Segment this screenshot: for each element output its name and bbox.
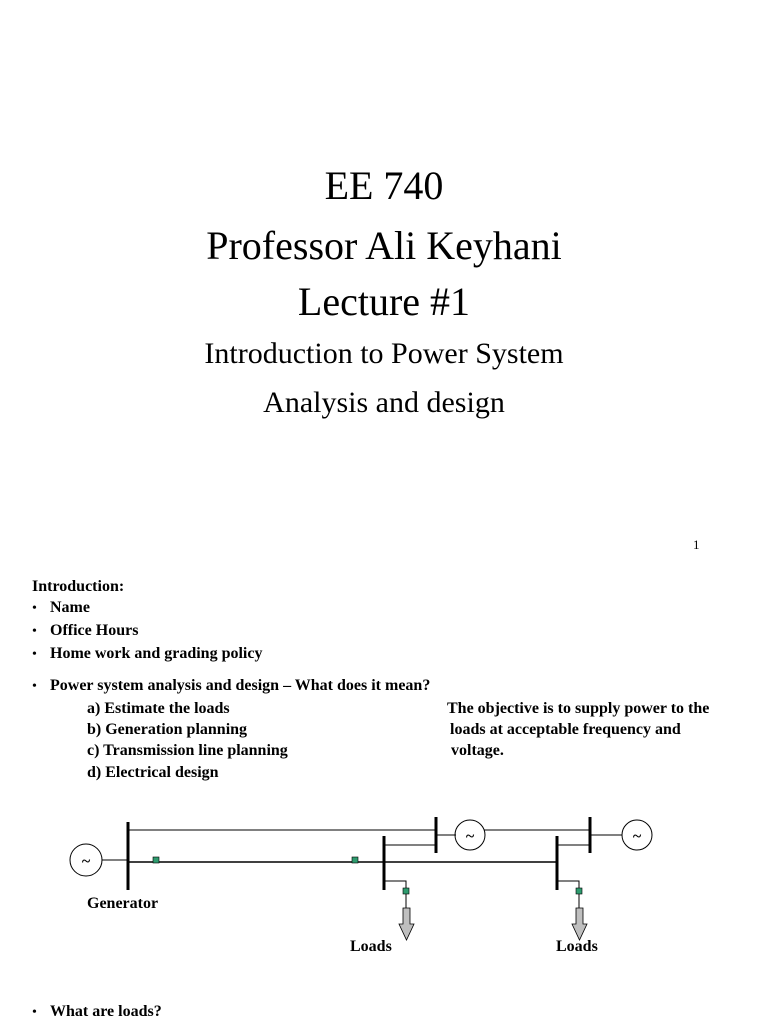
subtitle-line-1: Introduction to Power System <box>204 337 564 370</box>
objective-line-1: The objective is to supply power to the <box>447 700 710 717</box>
breaker-square <box>153 857 159 863</box>
loads-question: What are loads? <box>50 1003 162 1020</box>
analysis-item-d: d) Electrical design <box>87 764 219 781</box>
analysis-question: Power system analysis and design – What does it mean? <box>50 677 431 694</box>
breaker-square <box>403 888 409 894</box>
objective-line-2: loads at acceptable frequency and <box>450 721 681 738</box>
course-title: EE 740 <box>324 163 444 208</box>
bullet-glyph: • <box>32 647 37 662</box>
lecture-number: Lecture #1 <box>297 279 471 324</box>
intro-item-office-hours: Office Hours <box>50 622 139 639</box>
generator-2-symbol: ~ <box>465 828 475 845</box>
page-number: 1 <box>693 537 700 552</box>
generator-label: Generator <box>87 895 159 912</box>
load-arrow-1 <box>399 908 414 940</box>
intro-heading: Introduction: <box>32 578 125 595</box>
analysis-item-a: a) Estimate the loads <box>87 700 230 717</box>
bullet-glyph: • <box>32 1005 37 1020</box>
breaker-square <box>352 857 358 863</box>
analysis-item-b: b) Generation planning <box>87 721 248 738</box>
professor-name: Professor Ali Keyhani <box>206 223 562 268</box>
generator-1-symbol: ~ <box>81 853 91 870</box>
generator-3-symbol: ~ <box>632 828 642 845</box>
bullet-glyph: • <box>32 624 37 639</box>
objective-line-3: voltage. <box>451 742 504 759</box>
intro-item-homework: Home work and grading policy <box>50 645 263 662</box>
subtitle-line-2: Analysis and design <box>263 386 505 419</box>
loads-label-1: Loads <box>350 938 392 955</box>
load-feeder-2 <box>557 881 579 908</box>
bullet-glyph: • <box>32 601 37 616</box>
loads-label-2: Loads <box>556 938 598 955</box>
analysis-item-c: c) Transmission line planning <box>87 742 288 759</box>
load-arrow-2 <box>572 908 587 940</box>
intro-item-name: Name <box>50 599 90 616</box>
breaker-square <box>576 888 582 894</box>
bullet-glyph: • <box>32 679 37 694</box>
load-feeder-1 <box>384 881 406 908</box>
